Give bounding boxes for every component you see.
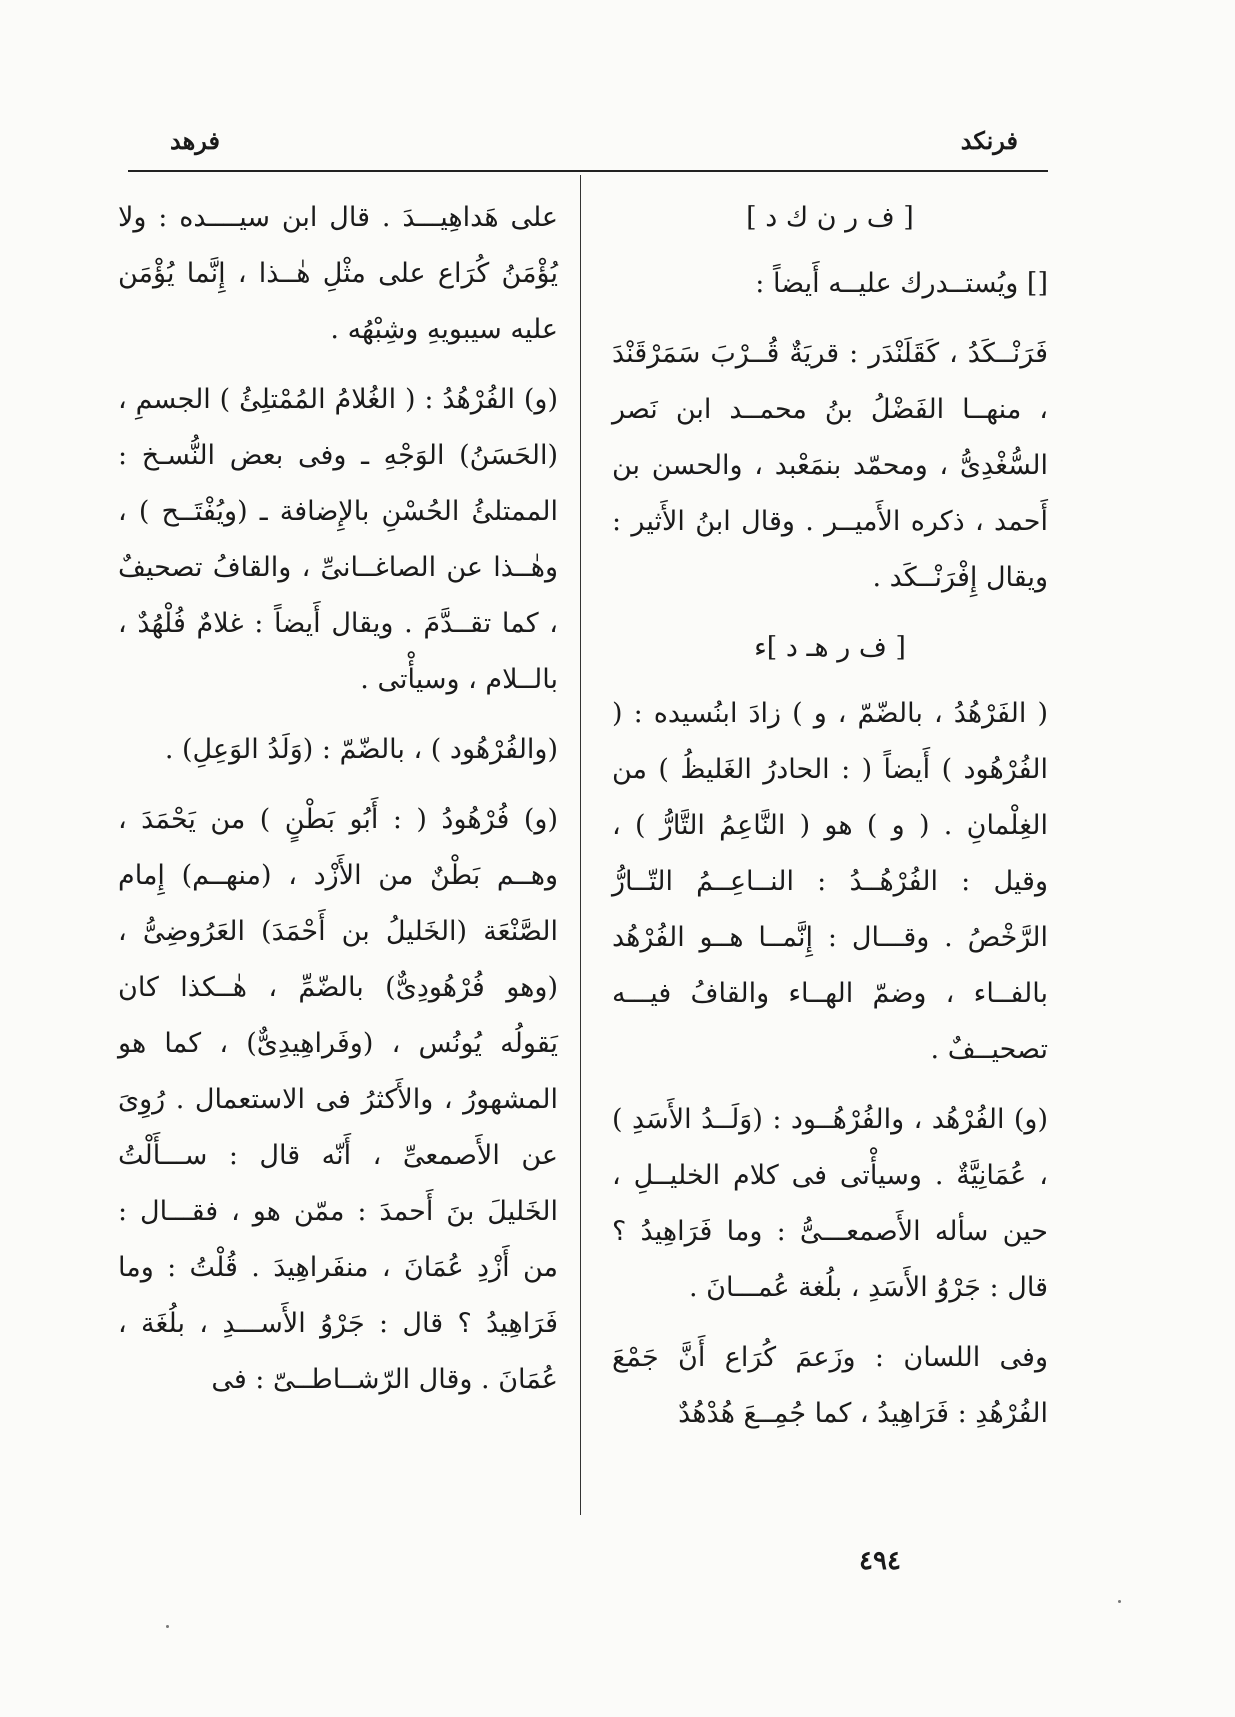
scan-speck	[1118, 1600, 1121, 1603]
paragraph: ( الفَرْهُدُ ، بالضّمّ ، و ) زادَ ابنُسيده : ( الفُرْهُود ) أَيضاً ( : الحادرُ الغَليظُ ) من الغِلْمانِ . ( و ) هو ( النَّاعِمُ التَّارُّ ) ، وقيل : الفُرْهُــدُ : النــاعِــمُ التّــارُّ الرَّخْصُ . وقـــال : إِنَّمــا هــو الفُرْهُد بالفــاء ، وضمّ الهــاء والقافُ فيـــه تصحيــفٌ .	[612, 698, 1048, 1065]
entry-heading-frnkd: [ ف ر ن ك د ]	[746, 202, 914, 233]
header-rule	[128, 170, 1048, 172]
entry-heading-frhd: [ ف ر هـ د ]ء	[754, 632, 906, 663]
paragraph: (و) الفُرْهُد ، والفُرْهُــود : (وَلَــدُ الأَسَدِ ) ، عُمَانِيَّةٌ . وسيأْتى فى كلام الخليــلِ ، حين سأله الأَصمعـــىُّ : وما فَرَاهِيدُ ؟ قال : جَرْوُ الأَسَدِ ، بلُغة عُمـــانَ .	[612, 1104, 1048, 1303]
page-number: ٤٩٤	[859, 1546, 901, 1576]
paragraph: فَرَنْــكَدُ ، كَقَلَنْدَر : قريَةٌ قُــرْبَ سَمَرْقَنْدَ ، منهــا الفَضْلُ بنُ محمــد ابن نَصر السُّغْدِىُّ ، ومحمّد بنمَعْبد ، والحسن بن أَحمد ، ذكره الأَميــر . وقال ابنُ الأَثير : ويقال إِفْرَنْــكَد .	[612, 338, 1048, 593]
paragraph: (و) فُرْهُودُ ( : أَبُو بَطْنٍ ) من يَحْمَدَ ، وهــم بَطْنٌ من الأَزْد ، (منهــم) إِمام الصَّنْعَة (الخَليلُ بن أَحْمَدَ) العَرُوضِىُّ ، (وهو فُرْهُودِىٌّ) بالضّمِّ ، هٰــكذا كان يَقولُه يُونُس ، (وفَراهِيدِىٌّ) ، كما هو المشهورُ ، والأَكثرُ فى الاستعمال . رُوِىَ عن الأَصمعىِّ ، أَنّه قال : ســـأَلْتُ الخَليلَ بنَ أَحمدَ : ممّن هو ، فقـــال : من أَزْدِ عُمَانَ ، منفَراهِيدَ . قُلْتُ : وما فَرَاهِيدُ ؟ قال : جَرْوُ الأَســـدِ ، بلُغَة ، عُمَانَ . وقال الرّشــاطــىّ : فى	[118, 804, 558, 1395]
paragraph: (والفُرْهُود ) ، بالضّمّ : (وَلَدُ الوَعِلِ) .	[164, 734, 558, 765]
right-column	[612, 190, 1048, 1456]
header-keyword-left: فرهد	[170, 126, 220, 155]
scan-speck	[166, 1625, 169, 1628]
paragraph: [] ويُستــدرك عليــه أَيضاً :	[755, 268, 1048, 299]
column-divider	[580, 175, 581, 1515]
paragraph: (و) الفُرْهُدُ : ( الغُلامُ المُمْتلِئُ ) الجسمِ ، (الحَسَنُ) الوَجْهِ ـ وفى بعض النُّسـخ : الممتلئُ الحُسْنِ بالإِضافة ـ (ويُفْتَــح ) ، وهٰــذا عن الصاغــانىِّ ، والقافُ تصحيفٌ ، كما تقــدَّمَ . ويقال أَيضاً : غلامٌ فُلْهُدٌ ، بالــلام ، وسيأْتى .	[118, 384, 558, 695]
paragraph: وفى اللسان : وزَعمَ كُرَاع أَنَّ جَمْعَ الفُرْهُدِ : فَرَاهِيدُ ، كما جُمِــعَ هُدْهُدٌ	[612, 1342, 1048, 1429]
header-keyword-right: فرنكد	[960, 126, 1018, 155]
running-header	[130, 118, 1048, 158]
left-column	[118, 190, 558, 1422]
paragraph: على هَداهِيـــدَ . قال ابن سيــــده : ولا يُؤْمَنُ كُرَاع على مثْلِ هٰــذا ، إِنَّما يُؤْمَن عليه سيبويهِ وشِبْهُه .	[118, 202, 558, 345]
